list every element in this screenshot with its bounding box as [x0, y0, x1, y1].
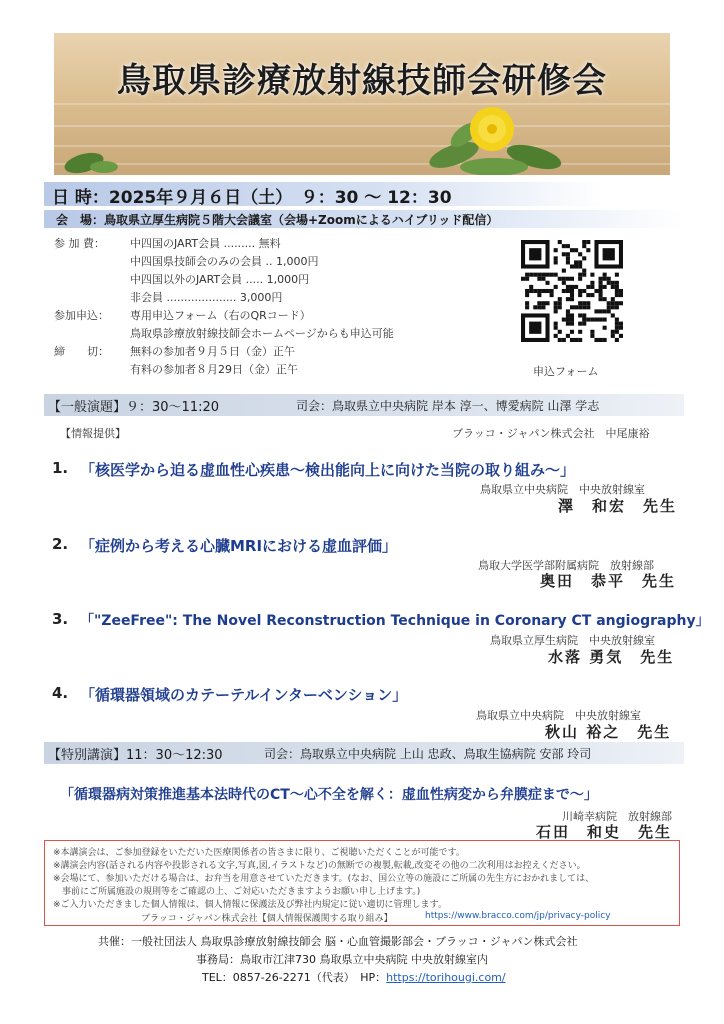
- qr-code-icon[interactable]: [521, 240, 623, 342]
- footer-sponsor: 共催：一般社団法人 鳥取県診療放射線技師会 脳・心血管撮影部会・ブラッコ・ジャパン株式会社: [98, 935, 578, 948]
- apply-line: 鳥取県診療放射線技師会ホームページからも申込可能: [130, 327, 394, 340]
- notice-line: ※会場にて、参加いただける場合は、お弁当を用意させていただきます。(なお、国公立等の施設にご所属の先生方におかれましては、: [53, 874, 595, 884]
- special-lecture-title: 「循環器病対策推進基本法時代のCT～心不全を解く：虚血性病変から弁膜症まで～」: [60, 787, 598, 803]
- talk-affiliation: 鳥取県立中央病院 中央放射線室: [480, 483, 645, 496]
- talk-title: 「循環器領域のカテーテルインターベンション」: [80, 686, 408, 704]
- talk-affiliation: 鳥取大学医学部附属病院 放射線部: [478, 559, 654, 572]
- special-lecture-speaker: 石田 和史 先生: [536, 823, 673, 841]
- talk-title: 「核医学から迫る虚血性心疾患～検出能向上に向けた当院の取り組み～」: [80, 461, 576, 479]
- footer-contact: [202, 969, 506, 985]
- special-lecture-header: 【特別講演】11：30～12:30: [48, 748, 223, 763]
- fee-row: 中四国県技師会のみの会員 .. 1,000円: [130, 255, 319, 268]
- general-session-header: 【一般演題】９：30～11:20: [48, 400, 220, 415]
- notice-line: ※講演会内容(話される内容や投影される文字,写真,図,イラストなど)の無断での複製,転載,改変その他の二次利用はお控えください。: [53, 861, 586, 871]
- datetime: 日 時：2025年９月６日（土） ９：30 ～ 12：30: [52, 188, 452, 208]
- deadline-label: 締 切：: [54, 345, 109, 358]
- event-title: 鳥取県診療放射線技師会研修会: [117, 61, 607, 101]
- fee-row: 中四国以外のJART会員 ..... 1,000円: [130, 273, 310, 286]
- talk-title: 「症例から考える心臓MRIにおける虚血評価」: [80, 537, 398, 555]
- deadline-line: 無料の参加者９月５日（金）正午: [130, 345, 295, 358]
- talk-speaker: 秋山 裕之 先生: [545, 723, 672, 741]
- notice-line: 事前にご所属施設の規則等をご確認の上、ご対応いただきますようお願い申し上げます。): [53, 887, 421, 897]
- footer-office: 事務局：鳥取市江津730 鳥取県立中央病院 中央放射線室内: [196, 953, 488, 966]
- apply-label: 参加申込：: [54, 309, 109, 322]
- apply-line: 専用申込フォーム（右のQRコード）: [130, 309, 311, 322]
- homepage-link[interactable]: https://torihougi.com/: [386, 971, 506, 984]
- notice-line: ※本講演会は、ご参加登録をいただいた医療関係者の皆さまに限り、ご視聴いただくことが可能です。: [53, 848, 465, 858]
- privacy-policy-label: ブラッコ・ジャパン株式会社【個人情報保護関する取り組み】: [141, 914, 393, 924]
- talk-number: 3.: [52, 610, 69, 628]
- fee-row: 非会員 .................... 3,000円: [130, 291, 283, 304]
- general-session-chair: 司会：鳥取県立中央病院 岸本 淳一、博愛病院 山澤 学志: [296, 399, 600, 413]
- footer-tel: TEL：0857-26-2271（代表） HP：: [202, 971, 387, 984]
- talk-affiliation: 鳥取県立厚生病院 中央放射線室: [490, 634, 655, 647]
- notice-line: ※ご入力いただきました個人情報は、個人情報に保護法及び弊社内規定に従い適切に管理します。: [53, 900, 447, 910]
- qr-caption: 申込フォーム: [533, 365, 599, 378]
- talk-speaker: 澤 和宏 先生: [558, 497, 678, 515]
- talk-number: 1.: [52, 459, 69, 477]
- talk-number: 4.: [52, 684, 69, 702]
- notice-box: [44, 840, 680, 926]
- info-org: ブラッコ・ジャパン株式会社 中尾康裕: [452, 427, 650, 440]
- info-label: 【情報提供】: [60, 427, 126, 440]
- privacy-policy-link[interactable]: https://www.bracco.com/jp/privacy-policy: [425, 911, 611, 921]
- talk-affiliation: 鳥取県立中央病院 中央放射線室: [476, 709, 641, 722]
- banner-image: [54, 33, 670, 175]
- deadline-line: 有料の参加者８月29日（金）正午: [130, 363, 298, 376]
- talk-title: 「"ZeeFree": The Novel Reconstruction Technique in Coronary CT angiography」: [80, 613, 710, 629]
- flower-plant-icon: [424, 95, 564, 175]
- special-lecture-affiliation: 川崎幸病院 放射線部: [562, 810, 672, 823]
- venue: 会 場：鳥取県立厚生病院５階大会議室（会場+Zoomによるハイブリッド配信）: [56, 213, 499, 227]
- talk-speaker: 奥田 恭平 先生: [540, 572, 677, 590]
- fee-row: 中四国のJART会員 ......... 無料: [130, 237, 281, 250]
- special-lecture-chair: 司会：鳥取県立中央病院 上山 忠政、鳥取生協病院 安部 玲司: [264, 747, 592, 761]
- talk-number: 2.: [52, 535, 69, 553]
- fee-label: 参 加 費：: [54, 237, 105, 250]
- talk-speaker: 水落 勇気 先生: [548, 648, 675, 666]
- leaf-icon: [62, 143, 122, 175]
